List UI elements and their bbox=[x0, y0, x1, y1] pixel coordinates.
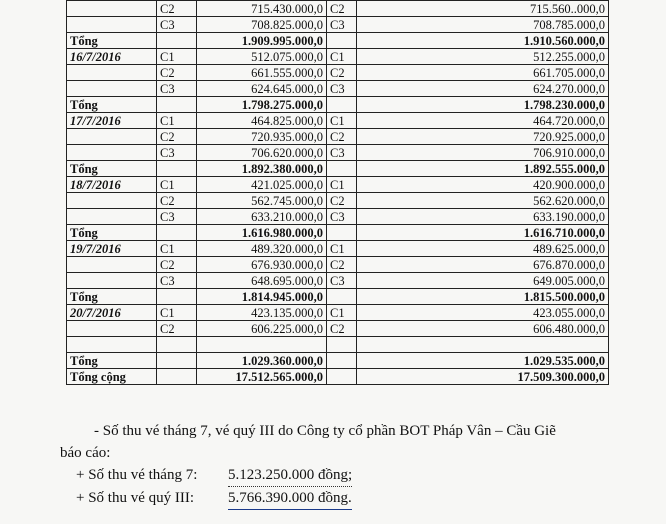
value-cell: 720.925.000,0 bbox=[357, 129, 609, 145]
cabin-cell: C3 bbox=[157, 17, 197, 33]
total-label: Tổng bbox=[67, 289, 157, 305]
value-cell: 1.892.555.000,0 bbox=[357, 161, 609, 177]
revenue-table bbox=[66, 0, 609, 385]
value-cell: 423.055.000,0 bbox=[357, 305, 609, 321]
cabin-cell bbox=[157, 225, 197, 241]
value-cell: 17.512.565.000,0 bbox=[197, 369, 327, 385]
value-cell: 464.720.000,0 bbox=[357, 113, 609, 129]
cabin-cell: C2 bbox=[327, 65, 357, 81]
quarter-revenue-label: + Số thu vé quý III: bbox=[76, 490, 195, 506]
cabin-cell: C3 bbox=[327, 17, 357, 33]
cabin-cell bbox=[327, 353, 357, 369]
cabin-cell: C3 bbox=[327, 209, 357, 225]
cabin-cell: C1 bbox=[157, 241, 197, 257]
table-row bbox=[67, 65, 609, 81]
value-cell: 17.509.300.000,0 bbox=[357, 369, 609, 385]
date-cell bbox=[67, 129, 157, 145]
value-cell: 489.320.000,0 bbox=[197, 241, 327, 257]
table-row bbox=[67, 129, 609, 145]
cabin-cell: C2 bbox=[157, 321, 197, 337]
cabin-cell bbox=[157, 289, 197, 305]
date-cell bbox=[67, 273, 157, 289]
table-row bbox=[67, 177, 609, 193]
date-cell bbox=[67, 81, 157, 97]
date-cell bbox=[67, 17, 157, 33]
cabin-cell: C1 bbox=[327, 49, 357, 65]
cabin-cell: C2 bbox=[157, 129, 197, 145]
cabin-cell bbox=[327, 369, 357, 385]
total-label: Tổng bbox=[67, 225, 157, 241]
value-cell: 624.645.000,0 bbox=[197, 81, 327, 97]
value-cell: 633.190.000,0 bbox=[357, 209, 609, 225]
value-cell: 706.620.000,0 bbox=[197, 145, 327, 161]
cabin-cell bbox=[327, 225, 357, 241]
table-row bbox=[67, 209, 609, 225]
value-cell: 1.029.535.000,0 bbox=[357, 353, 609, 369]
value-cell: 708.825.000,0 bbox=[197, 17, 327, 33]
total-row bbox=[67, 97, 609, 113]
value-cell: 512.255.000,0 bbox=[357, 49, 609, 65]
value-cell: 1.798.230.000,0 bbox=[357, 97, 609, 113]
total-row bbox=[67, 33, 609, 49]
cabin-cell: C3 bbox=[157, 273, 197, 289]
cabin-cell: C1 bbox=[327, 177, 357, 193]
value-cell: 1.029.360.000,0 bbox=[197, 353, 327, 369]
empty-cell bbox=[157, 337, 197, 353]
cabin-cell: C2 bbox=[327, 193, 357, 209]
notes-intro: - Số thu vé tháng 7, vé quý III do Công ty cổ phần BOT Pháp Vân – Cầu Giẽ bbox=[94, 423, 556, 439]
cabin-cell: C1 bbox=[327, 305, 357, 321]
value-cell: 676.870.000,0 bbox=[357, 257, 609, 273]
blank-row bbox=[67, 337, 609, 353]
empty-cell bbox=[197, 337, 327, 353]
revenue-table-body bbox=[67, 1, 609, 385]
month-revenue-line bbox=[60, 464, 620, 487]
cabin-cell bbox=[157, 369, 197, 385]
cabin-cell bbox=[327, 97, 357, 113]
value-cell: 489.625.000,0 bbox=[357, 241, 609, 257]
cabin-cell: C1 bbox=[157, 177, 197, 193]
cabin-cell: C2 bbox=[327, 1, 357, 17]
value-cell: 1.616.710.000,0 bbox=[357, 225, 609, 241]
total-row bbox=[67, 225, 609, 241]
value-cell: 606.225.000,0 bbox=[197, 321, 327, 337]
table-row bbox=[67, 81, 609, 97]
report-notes bbox=[60, 420, 620, 510]
value-cell: 1.910.560.000,0 bbox=[357, 33, 609, 49]
table-row bbox=[67, 145, 609, 161]
cabin-cell: C1 bbox=[157, 49, 197, 65]
value-cell: 606.480.000,0 bbox=[357, 321, 609, 337]
value-cell: 1.616.980.000,0 bbox=[197, 225, 327, 241]
cabin-cell bbox=[327, 289, 357, 305]
cabin-cell: C2 bbox=[157, 193, 197, 209]
cabin-cell: C2 bbox=[157, 257, 197, 273]
date-cell bbox=[67, 65, 157, 81]
cabin-cell: C3 bbox=[327, 145, 357, 161]
table-row bbox=[67, 1, 609, 17]
empty-cell bbox=[327, 337, 357, 353]
cabin-cell: C2 bbox=[157, 1, 197, 17]
date-cell: 18/7/2016 bbox=[67, 177, 157, 193]
date-cell: 20/7/2016 bbox=[67, 305, 157, 321]
date-cell bbox=[67, 321, 157, 337]
cabin-cell bbox=[327, 161, 357, 177]
cabin-cell bbox=[157, 33, 197, 49]
cabin-cell bbox=[157, 97, 197, 113]
total-label: Tổng bbox=[67, 97, 157, 113]
cabin-cell: C2 bbox=[327, 129, 357, 145]
table-row bbox=[67, 193, 609, 209]
value-cell: 1.815.500.000,0 bbox=[357, 289, 609, 305]
total-row bbox=[67, 353, 609, 369]
date-cell bbox=[67, 193, 157, 209]
cabin-cell: C1 bbox=[157, 113, 197, 129]
value-cell: 661.555.000,0 bbox=[197, 65, 327, 81]
value-cell: 1.892.380.000,0 bbox=[197, 161, 327, 177]
table-row bbox=[67, 321, 609, 337]
cabin-cell: C3 bbox=[157, 145, 197, 161]
total-row bbox=[67, 161, 609, 177]
value-cell: 512.075.000,0 bbox=[197, 49, 327, 65]
value-cell: 1.814.945.000,0 bbox=[197, 289, 327, 305]
cabin-cell: C3 bbox=[327, 273, 357, 289]
cabin-cell: C1 bbox=[327, 113, 357, 129]
date-cell bbox=[67, 145, 157, 161]
cabin-cell: C2 bbox=[327, 321, 357, 337]
table-row bbox=[67, 305, 609, 321]
table-row bbox=[67, 17, 609, 33]
value-cell: 464.825.000,0 bbox=[197, 113, 327, 129]
date-cell bbox=[67, 209, 157, 225]
value-cell: 661.705.000,0 bbox=[357, 65, 609, 81]
total-label: Tổng bbox=[67, 33, 157, 49]
total-label: Tổng cộng bbox=[67, 369, 157, 385]
total-row bbox=[67, 289, 609, 305]
value-cell: 562.620.000,0 bbox=[357, 193, 609, 209]
month-revenue-label: + Số thu vé tháng 7: bbox=[76, 467, 198, 483]
table-row bbox=[67, 257, 609, 273]
value-cell: 715.430.000,0 bbox=[197, 1, 327, 17]
value-cell: 648.695.000,0 bbox=[197, 273, 327, 289]
quarter-revenue-value: 5.766.390.000 đồng. bbox=[228, 487, 352, 510]
value-cell: 720.935.000,0 bbox=[197, 129, 327, 145]
date-cell: 19/7/2016 bbox=[67, 241, 157, 257]
table-row bbox=[67, 241, 609, 257]
cabin-cell: C1 bbox=[157, 305, 197, 321]
empty-cell bbox=[357, 337, 609, 353]
value-cell: 624.270.000,0 bbox=[357, 81, 609, 97]
value-cell: 708.785.000,0 bbox=[357, 17, 609, 33]
table-row bbox=[67, 273, 609, 289]
month-revenue-value: 5.123.250.000 đồng; bbox=[228, 464, 352, 487]
value-cell: 649.005.000,0 bbox=[357, 273, 609, 289]
cabin-cell: C1 bbox=[327, 241, 357, 257]
empty-cell bbox=[67, 337, 157, 353]
value-cell: 1.798.275.000,0 bbox=[197, 97, 327, 113]
value-cell: 423.135.000,0 bbox=[197, 305, 327, 321]
total-label: Tổng bbox=[67, 353, 157, 369]
value-cell: 715.560..000,0 bbox=[357, 1, 609, 17]
date-cell bbox=[67, 1, 157, 17]
value-cell: 562.745.000,0 bbox=[197, 193, 327, 209]
value-cell: 676.930.000,0 bbox=[197, 257, 327, 273]
cabin-cell: C3 bbox=[327, 81, 357, 97]
cabin-cell bbox=[157, 161, 197, 177]
value-cell: 1.909.995.000,0 bbox=[197, 33, 327, 49]
quarter-revenue-line bbox=[60, 487, 620, 510]
cabin-cell: C2 bbox=[157, 65, 197, 81]
total-row bbox=[67, 369, 609, 385]
total-label: Tổng bbox=[67, 161, 157, 177]
notes-intro-continued: báo cáo: bbox=[60, 445, 111, 461]
cabin-cell bbox=[157, 353, 197, 369]
date-cell: 16/7/2016 bbox=[67, 49, 157, 65]
date-cell bbox=[67, 257, 157, 273]
value-cell: 633.210.000,0 bbox=[197, 209, 327, 225]
value-cell: 706.910.000,0 bbox=[357, 145, 609, 161]
cabin-cell: C2 bbox=[327, 257, 357, 273]
date-cell: 17/7/2016 bbox=[67, 113, 157, 129]
value-cell: 421.025.000,0 bbox=[197, 177, 327, 193]
cabin-cell: C3 bbox=[157, 81, 197, 97]
table-row bbox=[67, 113, 609, 129]
value-cell: 420.900.000,0 bbox=[357, 177, 609, 193]
cabin-cell: C3 bbox=[157, 209, 197, 225]
cabin-cell bbox=[327, 33, 357, 49]
table-row bbox=[67, 49, 609, 65]
